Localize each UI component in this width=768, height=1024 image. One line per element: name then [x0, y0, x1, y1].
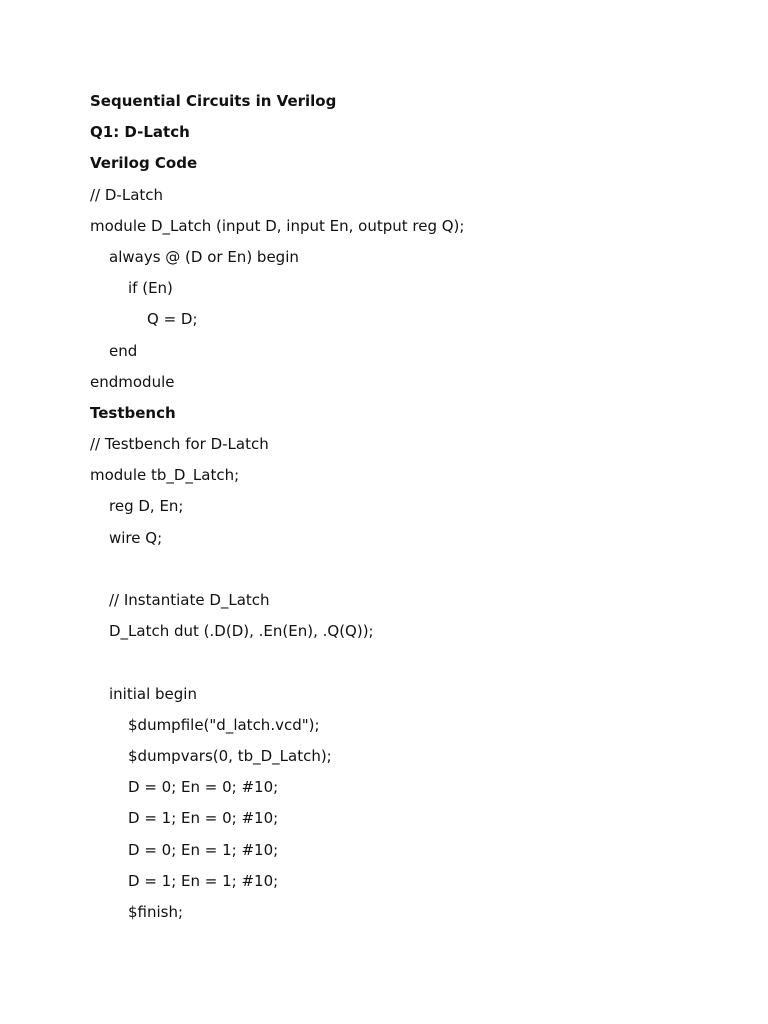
testbench-code-line: module tb_D_Latch; [90, 466, 240, 485]
testbench-code-line: reg D, En; [109, 497, 184, 516]
testbench-code-line: initial begin [109, 684, 197, 703]
question-heading: Q1: D-Latch [90, 123, 190, 142]
testbench-code-line: wire Q; [109, 528, 163, 547]
testbench-code-line: D_Latch dut (.D(D), .En(En), .Q(Q)); [109, 622, 374, 641]
document-page [90, 89, 730, 931]
testbench-code-line: D = 1; En = 0; #10; [128, 809, 279, 828]
testbench-code-line: $dumpvars(0, tb_D_Latch); [128, 746, 332, 765]
verilog-code-line: end [109, 341, 138, 360]
testbench-code-line: $finish; [128, 902, 184, 921]
testbench-code-line [90, 650, 730, 681]
testbench-code-line: D = 0; En = 0; #10; [128, 778, 279, 797]
verilog-code-line: Q = D; [147, 310, 198, 329]
testbench-code-line: // Testbench for D-Latch [90, 435, 269, 454]
testbench-code-line: D = 0; En = 1; #10; [128, 840, 279, 859]
verilog-code-heading: Verilog Code [90, 154, 198, 173]
testbench-code-line: $dumpfile("d_latch.vcd"); [128, 715, 320, 734]
verilog-code-line: always @ (D or En) begin [109, 247, 299, 266]
verilog-code-line: module D_Latch (input D, input En, output reg Q); [90, 216, 465, 235]
testbench-code-line: D = 1; En = 1; #10; [128, 871, 279, 890]
verilog-code-line: // D-Latch [90, 185, 164, 204]
testbench-code-line: // Instantiate D_Latch [109, 591, 270, 609]
testbench-code-line [90, 557, 730, 588]
verilog-code-line: if (En) [128, 279, 173, 298]
document-title: Sequential Circuits in Verilog [90, 92, 337, 110]
testbench-code-block [90, 432, 730, 931]
verilog-code-block [90, 183, 730, 401]
verilog-code-line: endmodule [90, 372, 175, 391]
testbench-heading: Testbench [90, 403, 176, 422]
